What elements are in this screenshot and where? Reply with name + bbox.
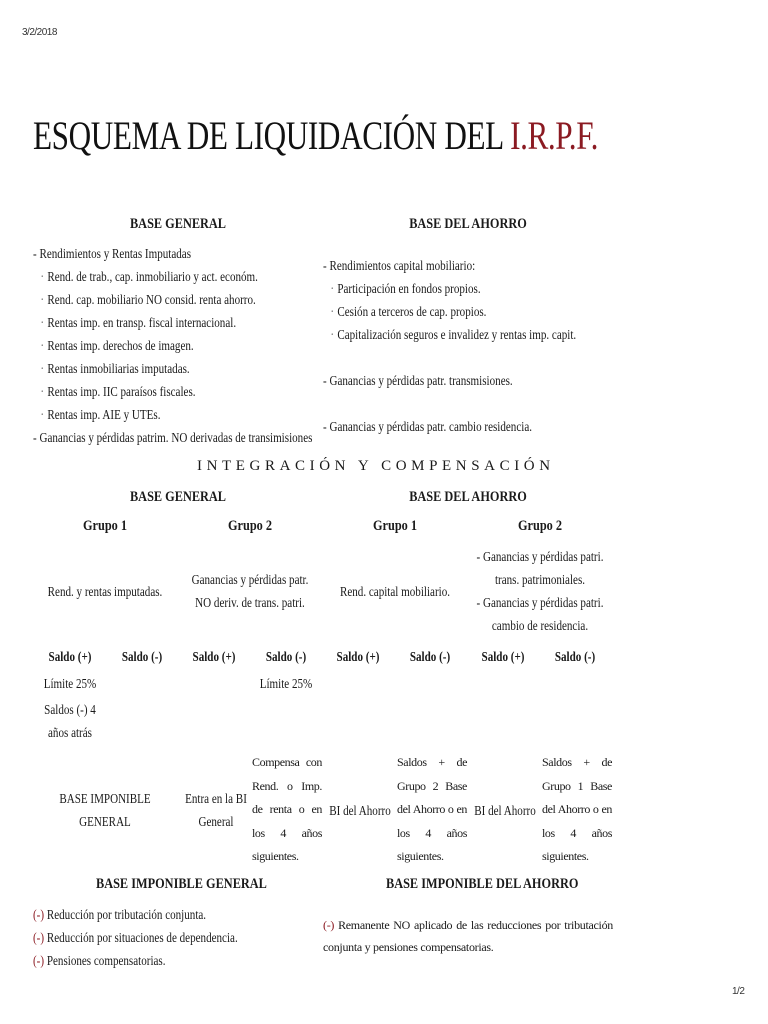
base-general-list — [33, 242, 312, 449]
list-item: · Rentas imp. derechos de imagen. — [33, 334, 312, 357]
integracion-base-general-heading: BASE GENERAL — [129, 489, 227, 505]
saldo-label: Saldo (+) — [336, 649, 380, 664]
limit-text: Límite 25% — [43, 676, 97, 691]
base-general-heading: BASE GENERAL — [129, 216, 227, 232]
list-item: - Ganancias y pérdidas patr. transmisiones. — [323, 373, 513, 388]
group-description: Rend. capital mobiliario. — [339, 584, 451, 599]
list-item: - Ganancias y pérdidas patr. cambio residencia. — [323, 419, 533, 434]
result-bi-ahorro: BI del Ahorro — [329, 803, 391, 818]
result-saldos-grupo2: Saldos + de Grupo 2 Base del Ahorro o en los 4 años siguientes. — [397, 755, 467, 863]
saldo-label: Saldo (+) — [192, 649, 236, 664]
list-item: · Participación en fondos propios. — [323, 277, 576, 300]
integracion-base-ahorro-heading: BASE DEL AHORRO — [409, 489, 527, 505]
print-date: 3/2/2018 — [22, 27, 57, 38]
list-item: - Rendimientos capital mobiliario: — [323, 258, 476, 273]
integracion-heading: INTEGRACIÓN Y COMPENSACIÓN — [197, 458, 555, 474]
saldo-label: Saldo (-) — [121, 649, 163, 664]
group-label: Grupo 2 — [517, 518, 563, 534]
saldo-label: Saldo (-) — [409, 649, 451, 664]
bi-general-list — [33, 903, 283, 972]
list-item: · Rentas imp. AIE y UTEs. — [33, 403, 312, 426]
group-description: - Ganancias y pérdidas patri. trans. patrimoniales. - Ganancias y pérdidas patri. cambio de residencia. — [476, 549, 604, 633]
saldo-label: Saldo (+) — [48, 649, 92, 664]
title-accent: I.R.P.F. — [510, 113, 599, 158]
list-item: · Capitalización seguros e invalidez y rentas imp. capit. — [323, 323, 576, 346]
list-item: · Rentas inmobiliarias imputadas. — [33, 357, 312, 380]
saldo-label: Saldo (+) — [481, 649, 525, 664]
list-item: (-) Pensiones compensatorias. — [33, 953, 166, 968]
list-item: · Rentas imp. IIC paraísos fiscales. — [33, 380, 312, 403]
list-item: (-) Reducción por situaciones de dependencia. — [33, 930, 238, 945]
list-item: · Cesión a terceros de cap. propios. — [323, 300, 576, 323]
saldo-label: Saldo (-) — [265, 649, 307, 664]
list-item: - Ganancias y pérdidas patrim. NO derivadas de transimisiones — [33, 430, 313, 445]
result-bi-ahorro: BI del Ahorro — [474, 803, 536, 818]
base-ahorro-list — [323, 254, 576, 438]
group-label: Grupo 1 — [372, 518, 418, 534]
limit-text: Límite 25% — [259, 676, 313, 691]
group-label: Grupo 2 — [227, 518, 273, 534]
list-item: - Rendimientos y Rentas Imputadas — [33, 246, 192, 261]
list-item: (-) Reducción por tributación conjunta. — [33, 907, 207, 922]
bi-ahorro-heading: BASE IMPONIBLE DEL AHORRO — [386, 876, 579, 892]
list-item: · Rend. de trab., cap. inmobiliario y act. económ. — [33, 265, 312, 288]
saldo-label: Saldo (-) — [554, 649, 596, 664]
list-item: · Rend. cap. mobiliario NO consid. renta ahorro. — [33, 288, 312, 311]
group-description: Ganancias y pérdidas patr. NO deriv. de trans. patri. — [191, 572, 309, 610]
base-ahorro-heading: BASE DEL AHORRO — [409, 216, 527, 232]
result-saldos-grupo1: Saldos + de Grupo 1 Base del Ahorro o en los 4 años siguientes. — [542, 755, 612, 863]
page-title — [33, 112, 598, 159]
list-item: · Rentas imp. en transp. fiscal internacional. — [33, 311, 312, 334]
result-compensa: Compensa con Rend. o Imp. de renta o en los 4 años siguientes. — [252, 755, 322, 863]
bi-ahorro-text: (-) Remanente NO aplicado de las reducciones por tributación conjunta y pensiones compensatorias. — [323, 918, 613, 954]
title-main: ESQUEMA DE LIQUIDACIÓN DEL — [33, 113, 511, 158]
bi-general-heading: BASE IMPONIBLE GENERAL — [96, 876, 267, 892]
result-base-imponible-general: BASE IMPONIBLE GENERAL — [59, 791, 151, 829]
group-label: Grupo 1 — [82, 518, 128, 534]
result-entra-bi-general: Entra en la BI General — [185, 791, 247, 829]
saldos-years-text: Saldos (-) 4 años atrás — [44, 702, 96, 740]
page-number: 1/2 — [732, 986, 745, 997]
group-description: Rend. y rentas imputadas. — [47, 584, 163, 599]
